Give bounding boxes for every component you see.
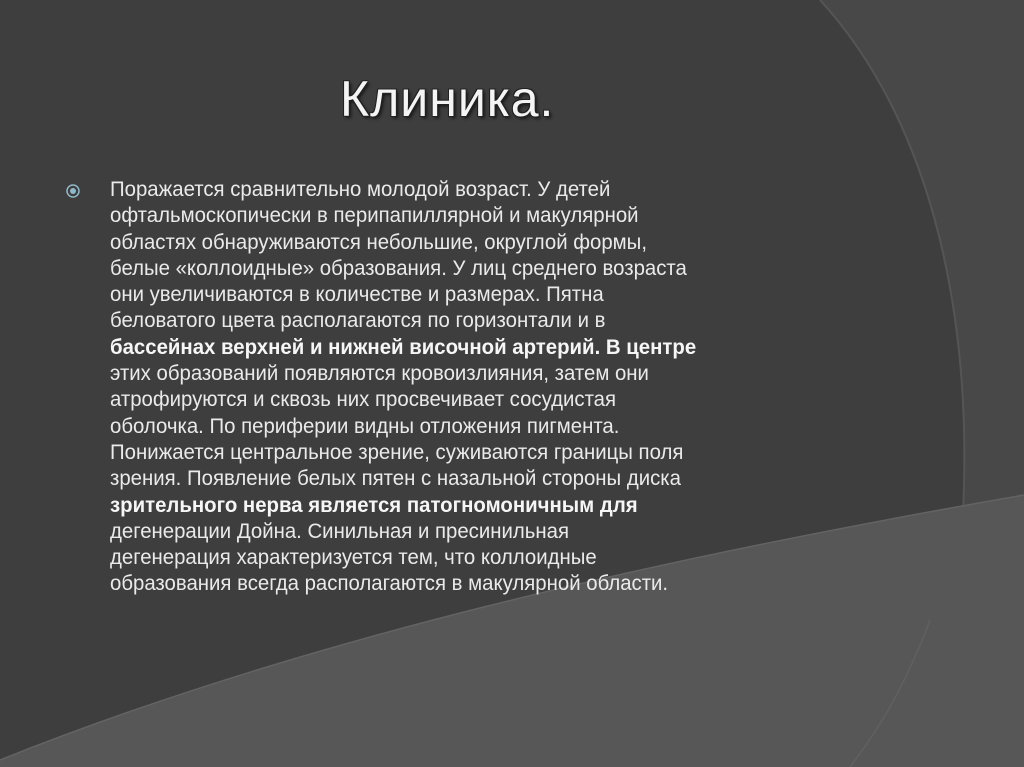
body-text-line: беловатого цвета располагаются по горизонтали и в (110, 309, 606, 333)
body-text-line: образования всегда располагаются в макулярной области. (110, 572, 669, 596)
body-text-line: дегенерация характеризуется тем, что коллоидные (110, 546, 597, 570)
body-text-line: Понижается центральное зрение, суживаются границы поля (110, 440, 684, 464)
body-text-line: областях обнаруживаются небольшие, округлой формы, (110, 230, 647, 254)
slide-title: Клиника. (340, 71, 555, 127)
body-text-line: Поражается сравнительно молодой возраст. У детей (110, 178, 611, 201)
body-text-line: дегенерации Дойна. Синильная и пресинильная (110, 519, 569, 543)
body-text-line: оболочка. По периферии видны отложения пигмента. (110, 414, 620, 438)
circle-bullet-icon (66, 184, 80, 198)
body-text-line: они увеличиваются в количестве и размерах. Пятна (110, 283, 604, 307)
body-text-line: зрения. Появление белых пятен с назальной стороны диска (110, 467, 681, 491)
body-text-line: зрительного нерва является патогномоничным для (110, 493, 638, 517)
body-text-line: атрофируются и сквозь них просвечивает сосудистая (110, 388, 617, 412)
body-text-line: офтальмоскопически в перипапиллярной и макулярной (110, 204, 639, 228)
slide-body-text (110, 177, 696, 598)
body-text-line: этих образований появляются кровоизлияния, затем они (110, 362, 649, 386)
body-text-line: белые «коллоидные» образования. У лиц среднего возраста (110, 256, 687, 280)
body-text-line: бассейнах верхней и нижней височной артерий. В центре (110, 335, 697, 359)
